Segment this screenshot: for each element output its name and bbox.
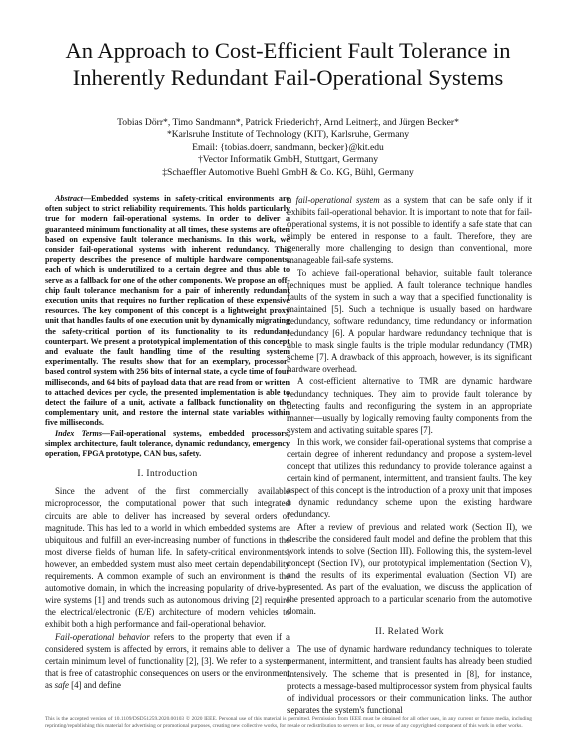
- intro-paragraph: In this work, we consider fail-operational systems that comprise a certain degree of inherent redundancy and propose a system-level concept that utilizes this redundancy to provide tolerance against a certain kind of permanent, intermittent, and transient faults. The key aspect of this concept is the introduction of a proxy unit that imposes a dynamic redundancy scheme upon the existing hardware redundancy.: [287, 436, 532, 520]
- emphasis-term: a fail-operational system: [287, 195, 380, 205]
- abstract: [45, 194, 290, 429]
- intro-paragraph: Since the advent of the first commercially available microprocessor, the computational power that such integrated circuits are able to deliver has increased by several orders of magnitude. This has led to a world in which embedded systems are ubiquitous and fulfill an ever-increasing number of functions in the most diverse fields of human life. In safety-critical environments, however, an embedded system must also meet certain dependability requirements. A common example of such an environment is the automotive domain, in which the increasing popularity of drive-by-wire systems [1] and trends such as autonomous driving [2] require the electrical/electronic (E/E) architecture of modern vehicles to exhibit both a high performance and fail-operational behavior.: [45, 486, 290, 630]
- index-terms-text: —Fail-operational systems, embedded processors, simplex architecture, fault tolerance, dynamic redundancy, emergency operation, FPGA prototype, CAN bus, safety.: [45, 428, 291, 459]
- related-work-paragraph: The use of dynamic hardware redundancy techniques to tolerate permanent, intermittent, and transient faults has already been studied intensively. The scheme that is presented in [8], for instance, protects a message-based multiprocessor system from physical faults of individual processors or their communication links. The author separates the system's functional: [287, 644, 532, 715]
- left-column: [45, 194, 290, 691]
- paper-title: An Approach to Cost-Efficient Fault Tolerance in Inherently Redundant Fail-Operational Systems: [65, 38, 511, 90]
- author-block: [30, 117, 546, 179]
- intro-paragraph: To achieve fail-operational behavior, suitable fault tolerance techniques must be applied. A fault tolerance technique handles faults of the system in such a way that a specified functionality is maintained [5]. Such a technique is usually based on hardware redundancy, software redundancy, time redundancy or information redundancy [6]. A popular hardware redundancy technique that is able to mask single faults is the triple modular redundancy (TMR) scheme [7]. A drawback of this approach, however, is its significant hardware overhead.: [287, 267, 532, 375]
- affiliation-schaeffler: ‡Schaeffler Automotive Buehl GmbH & Co. KG, Bühl, Germany: [162, 166, 414, 178]
- right-column: [287, 194, 532, 716]
- intro-paragraph: A cost-efficient alternative to TMR are dynamic hardware redundancy techniques. They aim to provide fault tolerance by detecting faults and reconfiguring the system in an appropriate manner—usually by logically removing faulty components from the system and activating suitable spares [7].: [287, 376, 532, 435]
- paragraph-text: refers to the property that even if a considered system is affected by errors, it remains able to deliver a certain minimum level of functionality [2], [3]. We refer to a system that is free of catastrophic consequences on users or the environment as: [45, 631, 290, 690]
- copyright-footer: This is the accepted version of 10.1109/DSD51259.2020.00103 © 2020 IEEE. Personal use of this material is permitted. Permission from IEEE must be obtained for all other uses, in any current or future media, including reprinting/republishing this material for advertising or promotional purposes, creating new collective works, for resale or redistribution to servers or lists, or reuse of any copyrighted component of this work in other works.: [45, 716, 532, 729]
- section-heading-introduction: I. Introduction: [137, 469, 198, 480]
- abstract-text: —Embedded systems in safety-critical environments are often subject to strict reliability requirements. This holds particularly true for modern fail-operational systems. In order to deliver a guaranteed minimum functionality at all times, these systems are often based on expensive fault tolerance mechanisms. In this work, we consider fail-operational systems with inherent redundancy. This property describes the presence of multiple hardware components, each of which is underutilized to a certain degree and thus able to serve as a fallback for one of the other components. We propose an off-chip fault tolerance mechanism for a pair of inherently redundant execution units that requires no further replication of these expensive resources. The key component of this concept is a lightweight proxy unit that handles faults of one execution unit by dynamically migrating the safety-critical portion of its functionality to its redundant counterpart. We present a prototypical implementation of this concept and evaluate the fault handling time of the resulting system experimentally. The results show that for an exemplary, processor-based control system with 256 bits of internal state, a cycle time of four milliseconds, and 64 bits of payload data that are read from or written to attached devices per cycle, the presented implementation is able to detect the failure of a unit, activate a fallback functionality on the complementary unit, and restore the internal state variables within five milliseconds.: [45, 194, 290, 428]
- emphasis-term: safe: [54, 679, 69, 690]
- intro-paragraph: [287, 194, 532, 267]
- intro-paragraph: After a review of previous and related work (Section II), we describe the considered fault model and define the problem that this work intends to solve (Section III). Following this, the system-level concept (Section IV), our prototypical implementation (Section V), and the results of its experimental evaluation (Section VI) are presented. As part of the evaluation, we discuss the application of the presented approach to a particular scenario from the automotive domain.: [287, 521, 532, 617]
- author-email: Email: {tobias.doerr, sandmann, becker}@kit.edu: [192, 141, 384, 153]
- paragraph-text: as a system that can be safe only if it exhibits fail-operational behavior. It is important to note that for fail-operational systems, it is not possible to identify a safe state that can simply be entered in response to a fault. Therefore, they are generally more challenging to design than conventional, more manageable fail-safe systems.: [287, 195, 532, 266]
- emphasis-term: Fail-operational behavior: [55, 631, 150, 642]
- abstract-label: Abstract: [55, 194, 83, 203]
- paragraph-text: [4] and define: [68, 679, 121, 690]
- intro-paragraph: [45, 631, 290, 691]
- index-terms-label: Index Terms: [55, 428, 102, 438]
- section-heading-related-work: II. Related Work: [375, 627, 444, 638]
- affiliation-kit: *Karlsruhe Institute of Technology (KIT), Karlsruhe, Germany: [166, 129, 410, 141]
- index-terms: [45, 429, 290, 460]
- affiliation-vector: †Vector Informatik GmbH, Stuttgart, Germany: [197, 154, 379, 166]
- author-names: Tobias Dörr*, Timo Sandmann*, Patrick Friederich†, Arnd Leitner‡, and Jürgen Becker*: [117, 117, 459, 128]
